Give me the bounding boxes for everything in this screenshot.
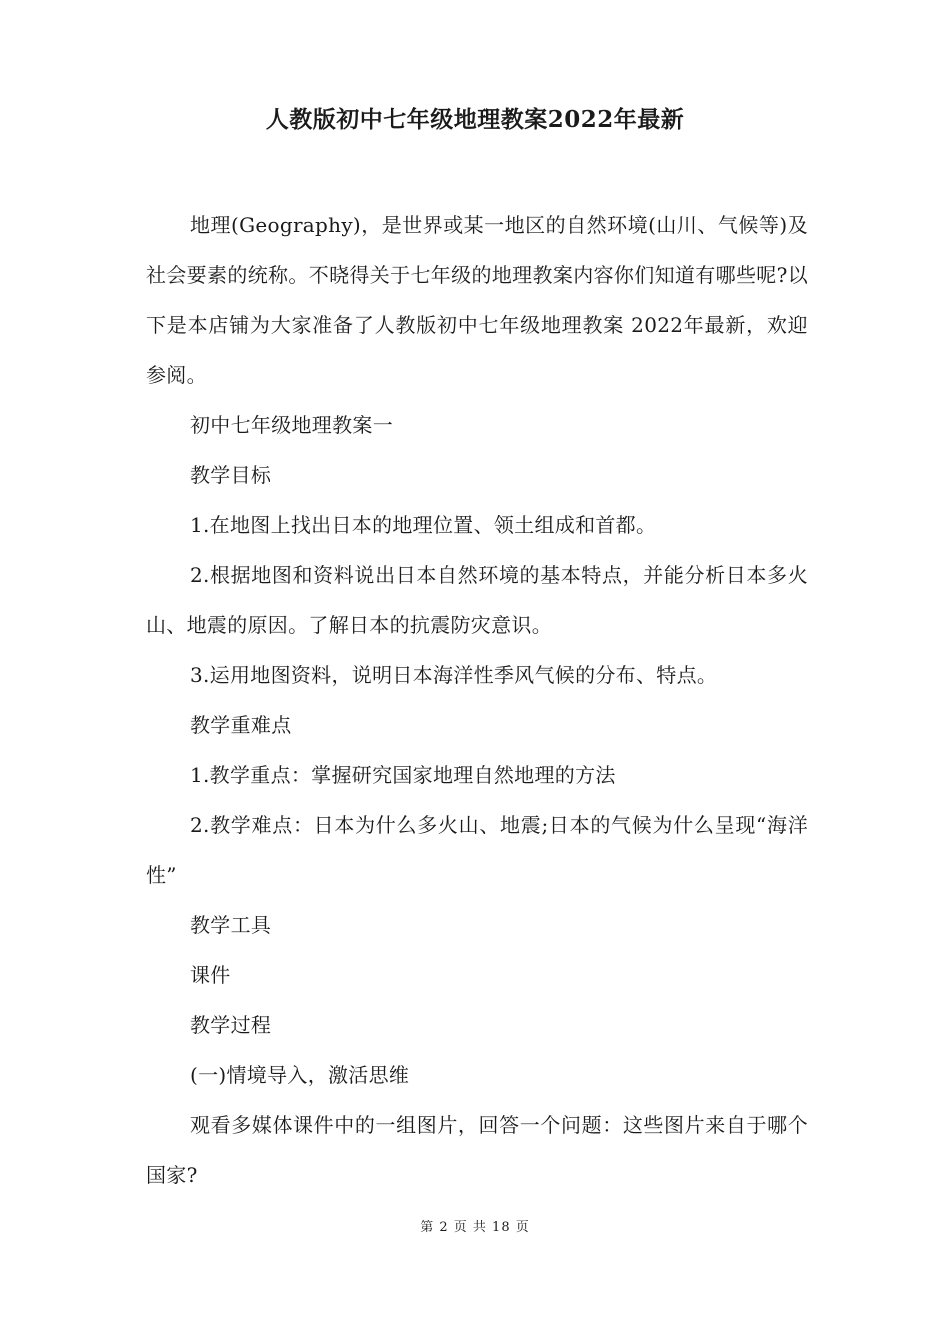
difficult-point-item: 2.教学难点：日本为什么多火山、地震;日本的气候为什么呈现“海洋性” [146,813,808,887]
page-number-footer: 第 2 页 共 18 页 [420,1220,530,1235]
key-point-item: 1.教学重点：掌握研究国家地理自然地理的方法 [190,763,616,787]
heading-teaching-tools: 教学工具 [190,913,272,937]
heading-key-difficult-points: 教学重难点 [190,713,292,737]
heading-lesson-one: 初中七年级地理教案一 [190,413,393,437]
process-step-1-text: 观看多媒体课件中的一组图片，回答一个问题：这些图片来自于哪个国家? [146,1113,808,1187]
document-title: 人教版初中七年级地理教案2022年最新 [265,106,685,133]
tool-item: 课件 [190,963,231,987]
heading-teaching-process: 教学过程 [190,1013,272,1037]
heading-teaching-goals: 教学目标 [190,463,272,487]
goal-item-2: 2.根据地图和资料说出日本自然环境的基本特点，并能分析日本多火山、地震的原因。了解日本的抗震防灾意识。 [146,563,808,637]
goal-item-3: 3.运用地图资料，说明日本海洋性季风气候的分布、特点。 [190,663,718,687]
goal-item-1: 1.在地图上找出日本的地理位置、领土组成和首都。 [190,513,657,537]
process-step-1: (一)情境导入，激活思维 [190,1063,410,1087]
document-body [146,200,808,1200]
paragraph-intro: 地理(Geography)，是世界或某一地区的自然环境(山川、气候等)及社会要素的统称。不晓得关于七年级的地理教案内容你们知道有哪些呢?以下是本店铺为大家准备了人教版初中七年级地理教案 2022年最新，欢迎参阅。 [146,213,808,387]
